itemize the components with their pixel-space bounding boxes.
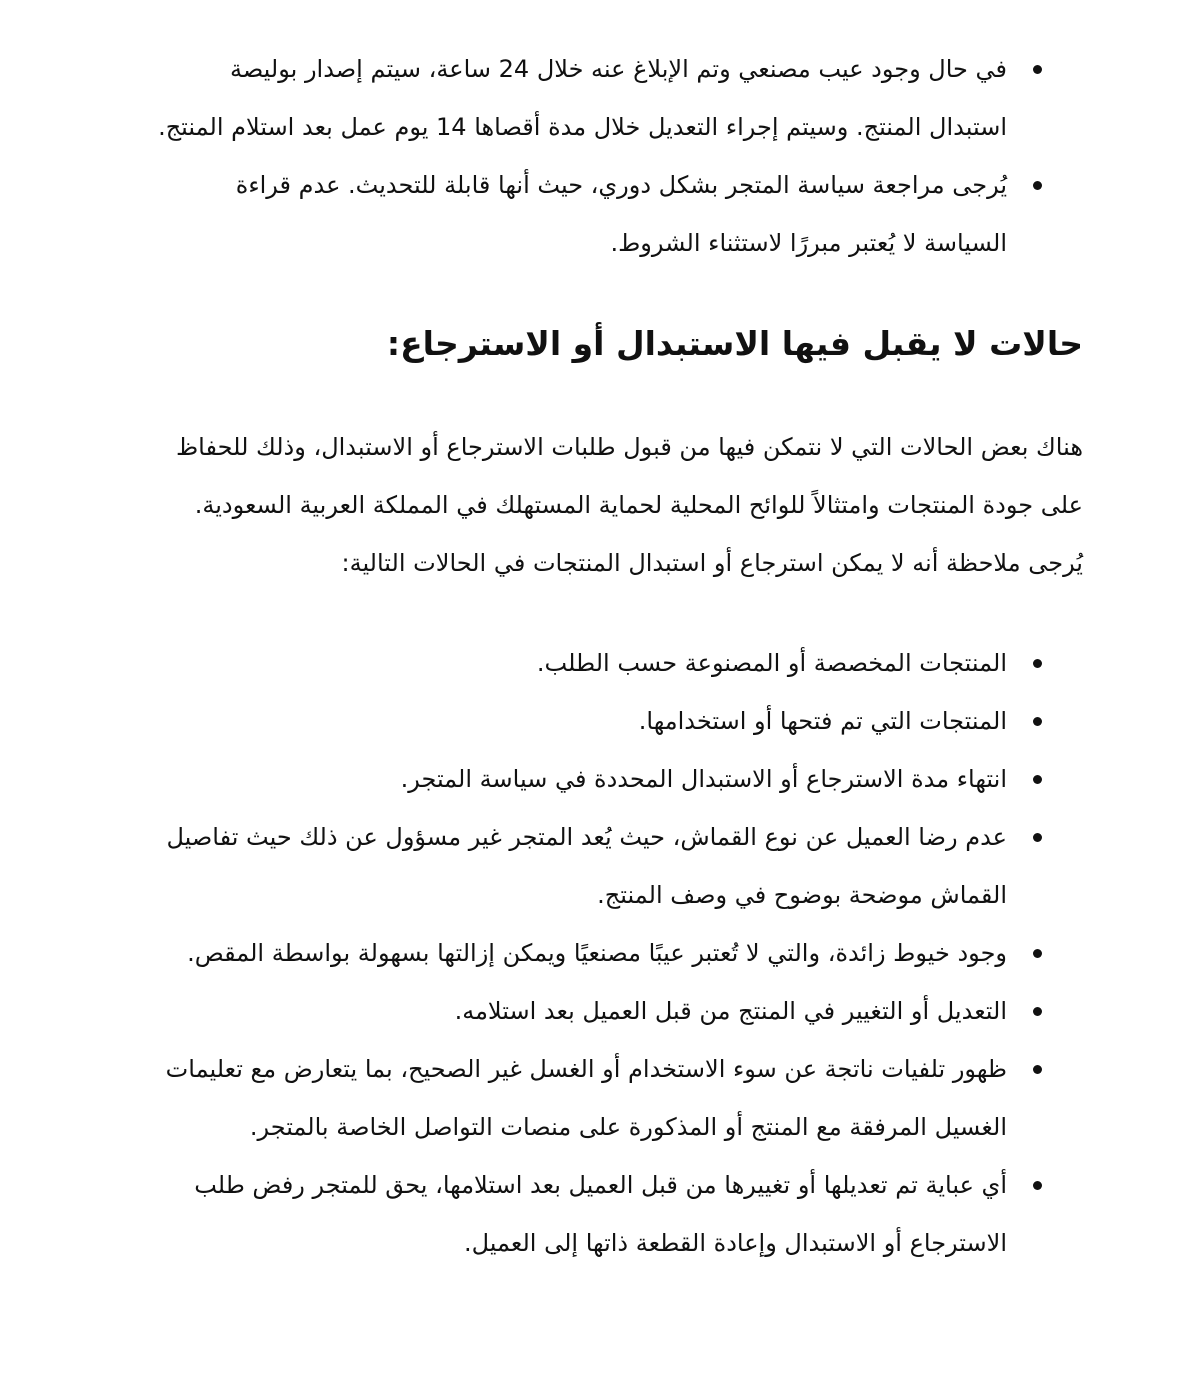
list-item [108,924,1007,982]
list-item-text: في حال وجود عيب مصنعي وتم الإبلاغ عنه خلال 24 ساعة، سيتم إصدار بوليصة استبدال المنتج. وسيتم إجراء التعديل خلال مدة أقصاها 14 يوم عمل بعد استلام المنتج. [158,55,1007,141]
bullet-icon [1033,181,1042,190]
bullet-icon [1033,833,1042,842]
bullet-icon [1033,1065,1042,1074]
bullet-icon [1033,775,1042,784]
bullet-icon [1033,949,1042,958]
list-item-text: المنتجات التي تم فتحها أو استخدامها. [638,707,1007,735]
bullet-icon [1033,1181,1042,1190]
list-item-text: وجود خيوط زائدة، والتي لا تُعتبر عيبًا مصنعيًا ويمكن إزالتها بسهولة بواسطة المقص. [187,939,1007,967]
policy-notes-list [108,40,1083,272]
non-returnable-cases-list [108,634,1083,1272]
list-item-text: يُرجى مراجعة سياسة المتجر بشكل دوري، حيث أنها قابلة للتحديث. عدم قراءة السياسة لا يُعتبر مبررًا لاستثناء الشروط. [235,171,1007,257]
list-item [158,156,1007,272]
list-item [108,982,1007,1040]
list-item-text: التعديل أو التغيير في المنتج من قبل العميل بعد استلامه. [454,997,1007,1025]
list-item [108,634,1007,692]
section-heading: حالات لا يقبل فيها الاستبدال أو الاسترجاع: [386,324,1083,363]
section-intro: هناك بعض الحالات التي لا نتمكن فيها من قبول طلبات الاسترجاع أو الاستبدال، وذلك للحفاظ على جودة المنتجات وامتثالاً للوائح المحلية لحماية المستهلك في المملكة العربية السعودية. يُرجى ملاحظة أنه لا يمكن استرجاع أو استبدال المنتجات في الحالات التالية: [175,433,1083,577]
bullet-icon [1033,1007,1042,1016]
list-item [108,750,1007,808]
list-item [108,692,1007,750]
bullet-icon [1033,717,1042,726]
list-item [108,808,1007,924]
list-item-text: عدم رضا العميل عن نوع القماش، حيث يُعد المتجر غير مسؤول عن ذلك حيث تفاصيل القماش موضحة بوضوح في وصف المنتج. [166,823,1007,909]
bullet-icon [1033,65,1042,74]
list-item [108,1040,1007,1156]
list-item-text: انتهاء مدة الاسترجاع أو الاستبدال المحددة في سياسة المتجر. [400,765,1007,793]
list-item [108,1156,1007,1272]
list-item-text: المنتجات المخصصة أو المصنوعة حسب الطلب. [536,649,1007,677]
bullet-icon [1033,659,1042,668]
list-item-text: ظهور تلفيات ناتجة عن سوء الاستخدام أو الغسل غير الصحيح، بما يتعارض مع تعليمات الغسيل المرفقة مع المنتج أو المذكورة على منصات التواصل الخاصة بالمتجر. [165,1055,1007,1141]
list-item-text: أي عباية تم تعديلها أو تغييرها من قبل العميل بعد استلامها، يحق للمتجر رفض طلب الاسترجاع أو الاستبدال وإعادة القطعة ذاتها إلى العميل. [194,1171,1007,1257]
list-item [158,40,1007,156]
